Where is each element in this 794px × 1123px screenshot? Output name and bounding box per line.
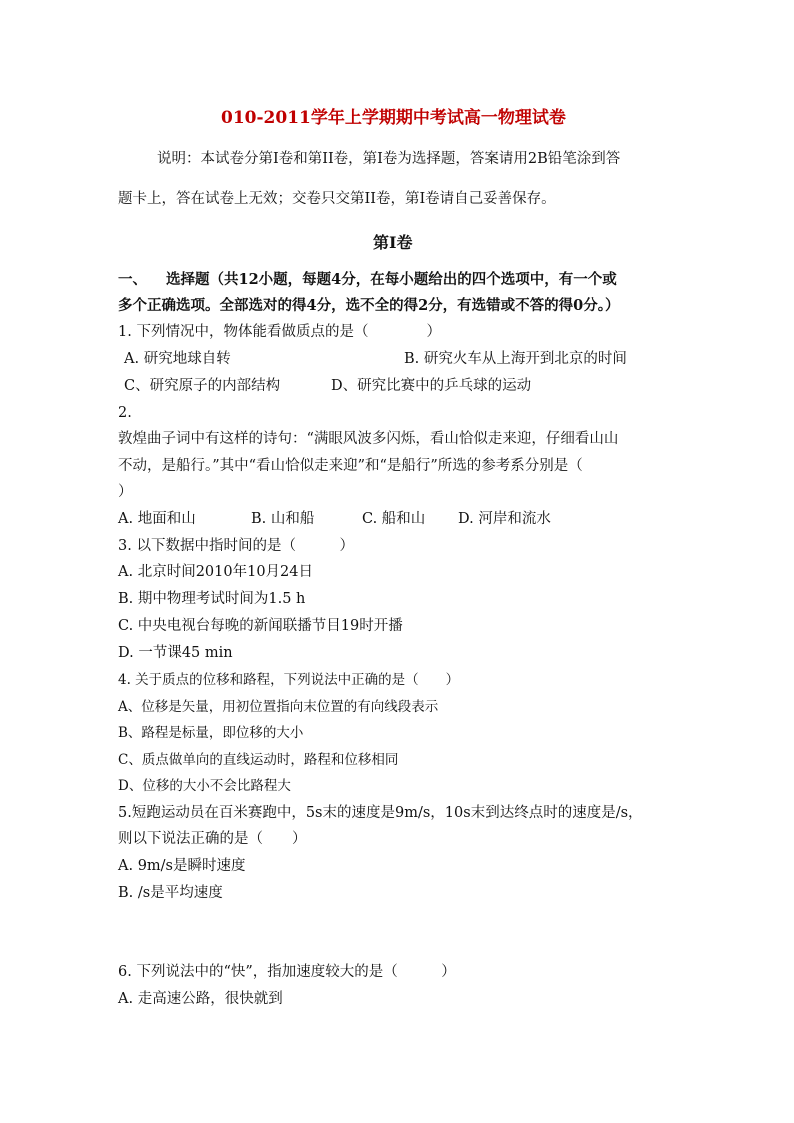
part-number: 一、 bbox=[118, 271, 147, 288]
intro-line-1: 说明：本试卷分第I卷和第II卷，第I卷为选择题，答案请用2B铅笔涂到答 bbox=[157, 151, 621, 167]
question-2-option-c: C. 船和山 bbox=[362, 511, 426, 527]
question-1-option-a: A. 研究地球自转 bbox=[124, 351, 231, 367]
question-2-option-b: B. 山和船 bbox=[251, 511, 315, 527]
question-5-option-a: A. 9m/s是瞬时速度 bbox=[118, 858, 246, 874]
question-2-number: 2. bbox=[118, 405, 132, 421]
question-3-option-c: C. 中央电视台每晚的新闻联播节目19时开播 bbox=[118, 618, 403, 634]
question-4-option-d: D、位移的大小不会比路程大 bbox=[118, 778, 291, 794]
part-heading-line-2: 多个正确选项。全部选对的得4分，选不全的得2分，有选错或不答的得0分。） bbox=[118, 297, 620, 314]
question-4-option-a: A、位移是矢量，用初位置指向末位置的有向线段表示 bbox=[118, 699, 439, 715]
question-3-option-b: B. 期中物理考试时间为1.5 h bbox=[118, 591, 306, 607]
exam-title: 010-2011学年上学期期中考试高一物理试卷 bbox=[221, 108, 566, 128]
question-1-option-c: C、研究原子的内部结构 bbox=[124, 378, 281, 394]
question-6-stem: 6. 下列说法中的“快”，指加速度较大的是（ ） bbox=[118, 964, 456, 980]
question-3-stem: 3. 以下数据中指时间的是（ ） bbox=[118, 538, 354, 554]
question-4-stem: 4. 关于质点的位移和路程，下列说法中正确的是（ ） bbox=[118, 672, 460, 688]
question-1-stem: 1. 下列情况中，物体能看做质点的是（ ） bbox=[118, 324, 441, 340]
question-5-stem-2: 则以下说法正确的是（ ） bbox=[118, 831, 307, 847]
question-5-option-b: B. /s是平均速度 bbox=[118, 885, 223, 901]
part-heading-line-1: 选择题（共12小题，每题4分，在每小题给出的四个选项中，有一个或 bbox=[166, 271, 617, 288]
question-2-stem-1: 敦煌曲子词中有这样的诗句：“满眼风波多闪烁，看山恰似走来迎，仔细看山山 bbox=[118, 431, 619, 447]
intro-line-2: 题卡上，答在试卷上无效；交卷只交第II卷，第I卷请自己妥善保存。 bbox=[118, 191, 556, 207]
question-1-option-d: D、研究比赛中的乒乓球的运动 bbox=[331, 378, 532, 394]
section-title: 第I卷 bbox=[373, 233, 413, 252]
question-3-option-d: D. 一节课45 min bbox=[118, 645, 233, 661]
question-2-option-a: A. 地面和山 bbox=[118, 511, 196, 527]
question-2-option-d: D. 河岸和流水 bbox=[458, 511, 551, 527]
question-2-stem-3: ） bbox=[118, 484, 133, 500]
question-4-option-c: C、质点做单向的直线运动时，路程和位移相同 bbox=[118, 752, 399, 768]
question-3-option-a: A. 北京时间2010年10月24日 bbox=[118, 564, 313, 580]
question-4-option-b: B、路程是标量，即位移的大小 bbox=[118, 725, 304, 741]
question-1-option-b: B. 研究火车从上海开到北京的时间 bbox=[404, 351, 627, 367]
question-5-stem-1: 5.短跑运动员在百米赛跑中，5s末的速度是9m/s，10s末到达终点时的速度是/s， bbox=[118, 805, 643, 821]
question-6-option-a: A. 走高速公路，很快就到 bbox=[118, 991, 283, 1007]
question-2-stem-2: 不动，是船行。”其中“看山恰似走来迎”和“是船行”所选的参考系分别是（ bbox=[118, 458, 583, 474]
